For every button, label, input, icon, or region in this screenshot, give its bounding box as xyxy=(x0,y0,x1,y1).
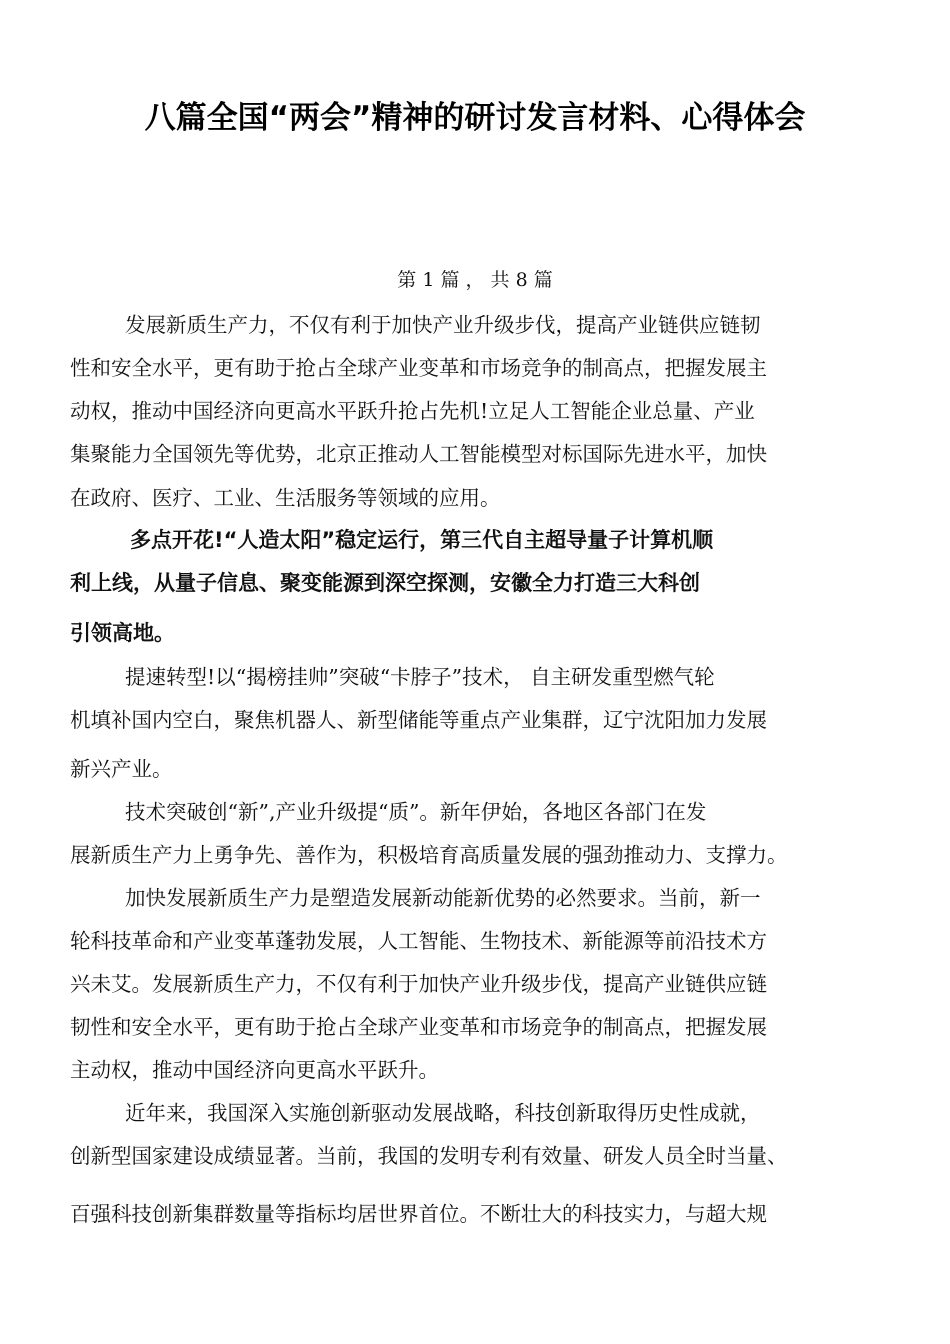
text-line: 近年来，我国深入实施创新驱动发展战略，科技创新取得历史性成就， xyxy=(125,1101,761,1125)
text-line: 百强科技创新集群数量等指标均居世界首位。不断壮大的科技实力，与超大规 xyxy=(70,1202,767,1226)
text-line: 集聚能力全国领先等优势，北京正推动人工智能模型对标国际先进水平，加快 xyxy=(70,442,767,466)
text-line: 多点开花!“人造太阳”稳定运行，第三代自主超导量子计算机顺 xyxy=(130,528,714,552)
text-line: 兴未艾。发展新质生产力，不仅有利于加快产业升级步伐，提高产业链供应链 xyxy=(70,972,767,996)
text-line: 技术突破创“新”,产业升级提“质”。新年伊始，各地区各部门在发 xyxy=(125,800,707,824)
text-line: 机填补国内空白，聚焦机器人、新型储能等重点产业集群，辽宁沈阳加力发展 xyxy=(70,708,767,732)
text-line: 加快发展新质生产力是塑造发展新动能新优势的必然要求。当前，新一 xyxy=(125,886,761,910)
text-line: 动权，推动中国经济向更高水平跃升抢占先机!立足人工智能企业总量、产业 xyxy=(70,399,755,423)
text-line: 发展新质生产力，不仅有利于加快产业升级步伐，提高产业链供应链韧 xyxy=(125,313,761,337)
text-line: 轮科技革命和产业变革蓬勃发展，人工智能、生物技术、新能源等前沿技术方 xyxy=(70,929,767,953)
text-line: 引领高地。 xyxy=(70,621,175,645)
text-line: 新兴产业。 xyxy=(70,757,173,781)
text-line: 主动权，推动中国经济向更高水平跃升。 xyxy=(70,1058,439,1082)
document-title: 八篇全国“两会”精神的研讨发言材料、心得体会 xyxy=(144,100,806,136)
section-label: 第 1 篇 ， 共 8 篇 xyxy=(397,269,553,291)
text-line: 利上线，从量子信息、聚变能源到深空探测，安徽全力打造三大科创 xyxy=(70,571,700,595)
text-line: 提速转型!以“揭榜挂帅”突破“卡脖子”技术， 自主研发重型燃气轮 xyxy=(125,665,715,689)
text-line: 展新质生产力上勇争先、善作为，积极培育高质量发展的强劲推动力、支撑力。 xyxy=(70,843,788,867)
text-line: 创新型国家建设成绩显著。当前，我国的发明专利有效量、研发人员全时当量、 xyxy=(70,1144,788,1168)
text-line: 性和安全水平，更有助于抢占全球产业变革和市场竞争的制高点，把握发展主 xyxy=(70,356,767,380)
text-line: 韧性和安全水平，更有助于抢占全球产业变革和市场竞争的制高点，把握发展 xyxy=(70,1015,767,1039)
text-line: 在政府、医疗、工业、生活服务等领域的应用。 xyxy=(70,486,501,510)
